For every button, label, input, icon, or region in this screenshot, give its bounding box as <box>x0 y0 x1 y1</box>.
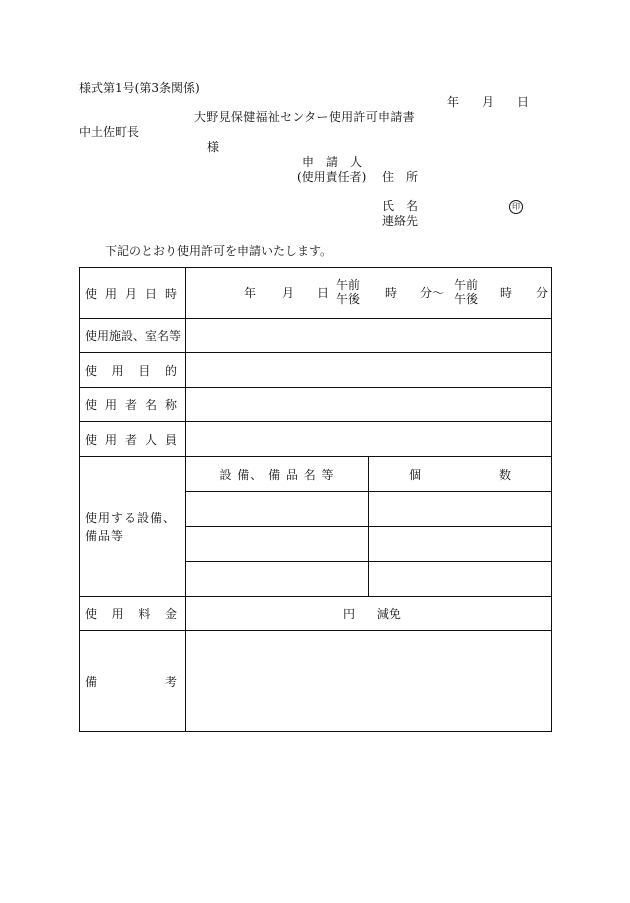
address-label: 住 所 <box>382 170 419 184</box>
document-title: 大野見保健福祉センター使用許可申請書 <box>194 110 415 124</box>
equipment-qty-header: 個 数 <box>369 457 552 492</box>
equipment-name-field[interactable] <box>186 562 369 597</box>
user-count-field[interactable] <box>186 422 552 457</box>
equipment-label: 使用する設備、備品等 <box>80 457 186 597</box>
purpose-field[interactable] <box>186 353 552 388</box>
equipment-qty-field[interactable] <box>369 527 552 562</box>
equipment-qty-field[interactable] <box>369 492 552 527</box>
facility-field[interactable] <box>186 319 552 353</box>
user-count-label: 使 用 者 人 員 <box>80 422 186 457</box>
name-label: 氏 名 <box>382 199 419 213</box>
fee-yen-label: 円 <box>343 607 356 621</box>
date-month-label: 月 <box>482 95 495 109</box>
contact-label: 連絡先 <box>382 214 419 228</box>
table-row-date <box>80 268 552 319</box>
honorific: 様 <box>207 140 220 154</box>
addressee: 中土佐町長 <box>79 125 140 139</box>
table-row-fee <box>80 597 552 631</box>
applicant-sublabel: (使用責任者) <box>297 170 367 184</box>
application-table <box>79 267 552 732</box>
date-year-label: 年 <box>447 95 460 109</box>
table-row-remarks <box>80 631 552 732</box>
equipment-name-header: 設 備、 備 品 名 等 <box>186 457 369 492</box>
equipment-name-field[interactable] <box>186 527 369 562</box>
table-row-user-count <box>80 422 552 457</box>
remarks-label: 備 考 <box>80 631 186 732</box>
fee-field[interactable] <box>186 597 552 631</box>
table-row-purpose <box>80 353 552 388</box>
user-name-label: 使 用 者 名 称 <box>80 388 186 422</box>
fee-label: 使 用 料 金 <box>80 597 186 631</box>
table-row-user-name <box>80 388 552 422</box>
purpose-label: 使 用 目 的 <box>80 353 186 388</box>
remarks-field[interactable] <box>186 631 552 732</box>
seal-stamp-icon: 印 <box>509 200 523 214</box>
form-number: 様式第1号(第3条関係) <box>79 81 200 95</box>
table-row-facility <box>80 319 552 353</box>
equipment-name-field[interactable] <box>186 492 369 527</box>
date-day-label: 日 <box>517 95 530 109</box>
date-time-field[interactable]: 年 月 日 午前 午後 時 分～ 午前 午後 時 分 <box>186 268 552 319</box>
facility-label: 使用施設、室名等 <box>80 319 186 353</box>
user-name-field[interactable] <box>186 388 552 422</box>
date-row-label: 使 用 月 日 時 <box>80 268 186 319</box>
fee-exemption-label: 減免 <box>376 607 401 621</box>
equipment-qty-field[interactable] <box>369 562 552 597</box>
intro-text: 下記のとおり使用許可を申請いたします。 <box>105 244 333 258</box>
applicant-label: 申 請 人 <box>302 155 363 169</box>
table-row-equipment-header <box>80 457 552 492</box>
